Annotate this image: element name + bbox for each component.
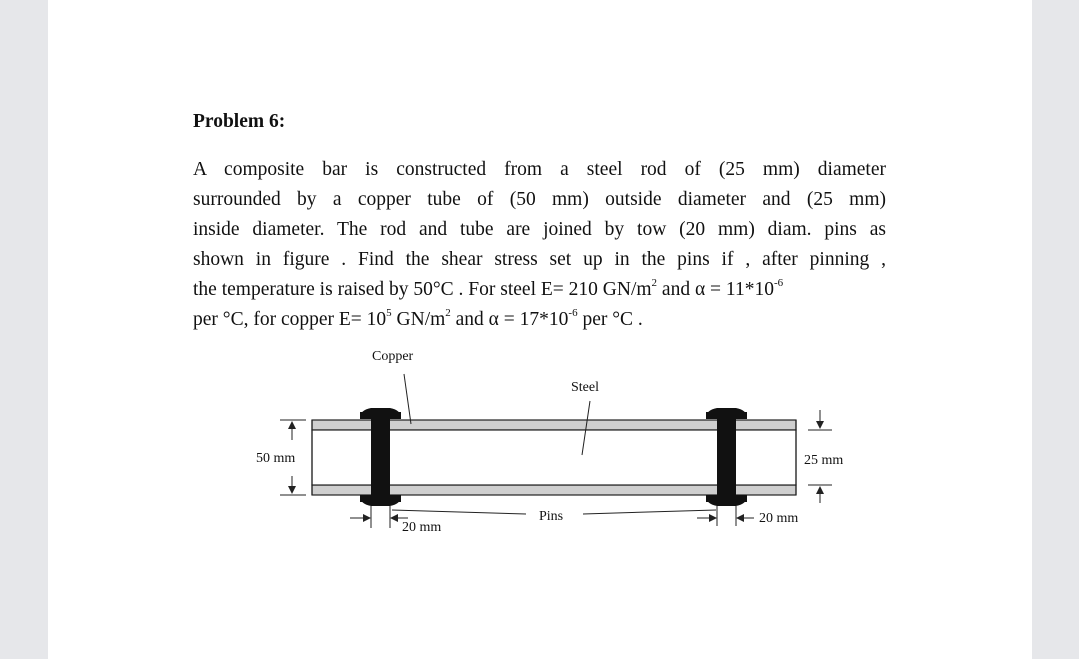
statement-line-1: A composite bar is constructed from a steel rod of (25 mm) diameter bbox=[193, 159, 886, 180]
pins-label: Pins bbox=[539, 509, 564, 524]
line5-sup-a: 2 bbox=[651, 276, 658, 289]
line6-text-d: per °C . bbox=[577, 309, 643, 330]
pin-left-width-dimension bbox=[350, 506, 408, 528]
pins-leader-left bbox=[392, 510, 526, 514]
line5-text-a: the temperature is raised by 50°C . For steel E= 210 GN/m bbox=[193, 279, 652, 300]
line6-text-a: per °C, for copper E= 10 bbox=[193, 309, 387, 330]
line6-sup-c: -6 bbox=[568, 306, 578, 319]
problem-title: Problem 6: bbox=[193, 111, 286, 132]
pin-left-width-label: 20 mm bbox=[402, 520, 442, 535]
pin-right-width-dimension bbox=[697, 506, 754, 526]
statement-line-4: shown in figure . Find the shear stress set up in the pins if , after pinning , bbox=[193, 249, 886, 270]
outer-dia-label: 50 mm bbox=[256, 451, 296, 466]
inner-dia-label: 25 mm bbox=[804, 453, 844, 468]
statement-line-2: surrounded by a copper tube of (50 mm) outside diameter and (25 mm) bbox=[193, 189, 886, 210]
line6-text-c: and α = 17*10 bbox=[450, 309, 569, 330]
line5-sup-b: -6 bbox=[773, 276, 784, 289]
line6-text-b: GN/m bbox=[391, 309, 446, 330]
line6-sup-a: 5 bbox=[386, 306, 392, 319]
steel-label: Steel bbox=[571, 380, 599, 395]
copper-leader bbox=[404, 374, 411, 424]
pins-leader-right bbox=[583, 510, 716, 514]
line5-text-b: and α = 11*10 bbox=[657, 279, 774, 300]
statement-line-3: inside diameter. The rod and tube are joined by tow (20 mm) diam. pins as bbox=[193, 219, 886, 240]
copper-label: Copper bbox=[372, 349, 414, 364]
pin-right-width-label: 20 mm bbox=[759, 511, 799, 526]
line6-sup-b: 2 bbox=[445, 306, 451, 319]
